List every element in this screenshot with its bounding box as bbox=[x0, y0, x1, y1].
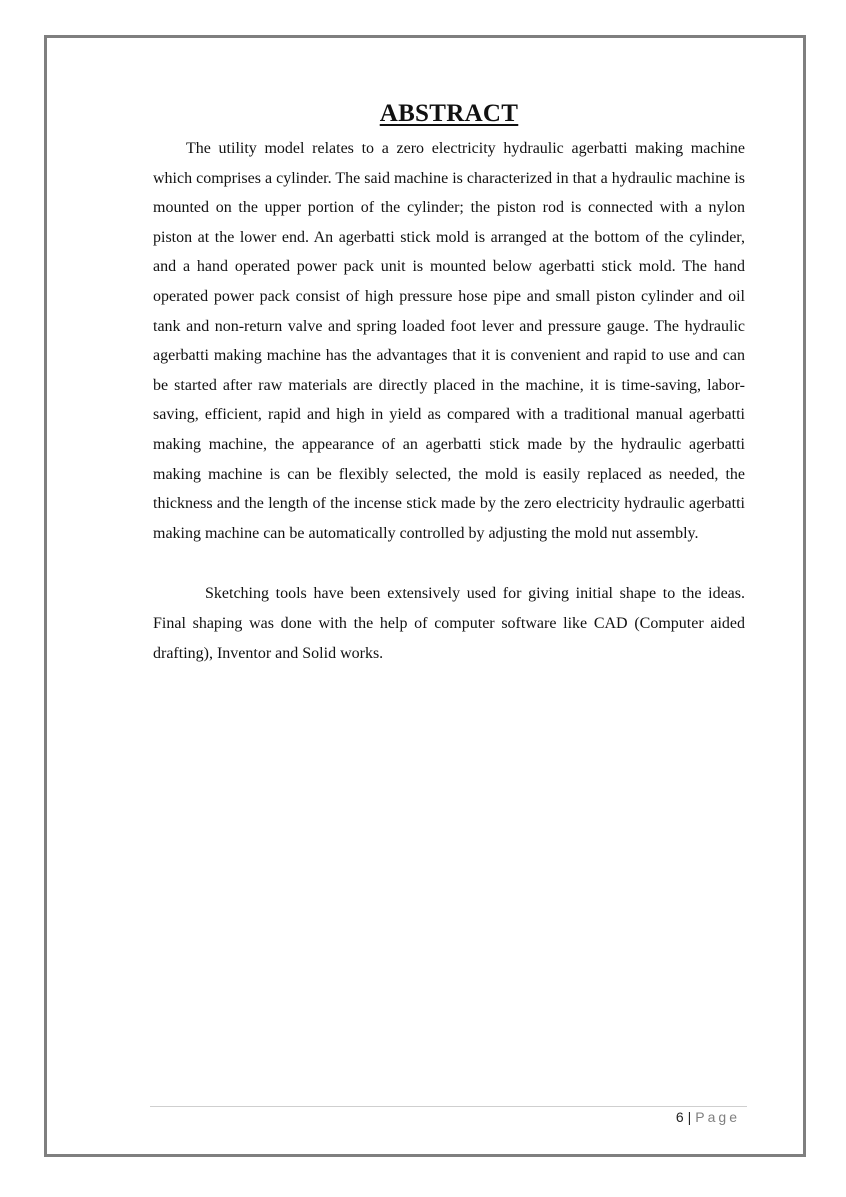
page-number: 6 bbox=[675, 1109, 684, 1125]
page-footer bbox=[600, 1109, 740, 1125]
footer-separator: | bbox=[687, 1109, 692, 1125]
abstract-paragraph-2: Sketching tools have been extensively used for giving initial shape to the ideas. Final shaping was done with the help of computer software like CAD (Computer aided drafting), Inventor and Solid works. bbox=[153, 585, 745, 662]
page-label: Page bbox=[695, 1109, 740, 1125]
footer-divider bbox=[150, 1106, 747, 1107]
abstract-paragraph-1: The utility model relates to a zero electricity hydraulic agerbatti making machine which comprises a cylinder. The said machine is characterized in that a hydraulic machine is mounted on the upper portion of the cylinder; the piston rod is connected with a nylon piston at the lower end. An agerbatti stick mold is arranged at the bottom of the cylinder, and a hand operated power pack unit is mounted below agerbatti stick mold. The hand operated power pack consist of high pressure hose pipe and small piston cylinder and oil tank and non-return valve and spring loaded foot lever and pressure gauge. The hydraulic agerbatti making machine has the advantages that it is convenient and rapid to use and can be started after raw materials are directly placed in the machine, it is time-saving, labor-saving, efficient, rapid and high in yield as compared with a traditional manual agerbatti making machine, the appearance of an agerbatti stick made by the hydraulic agerbatti making machine is can be flexibly selected, the mold is easily replaced as needed, the thickness and the length of the incense stick made by the zero electricity hydraulic agerbatti making machine can be automatically controlled by adjusting the mold nut assembly. bbox=[153, 140, 745, 542]
document-body bbox=[153, 100, 745, 668]
page-title: ABSTRACT bbox=[379, 100, 519, 127]
